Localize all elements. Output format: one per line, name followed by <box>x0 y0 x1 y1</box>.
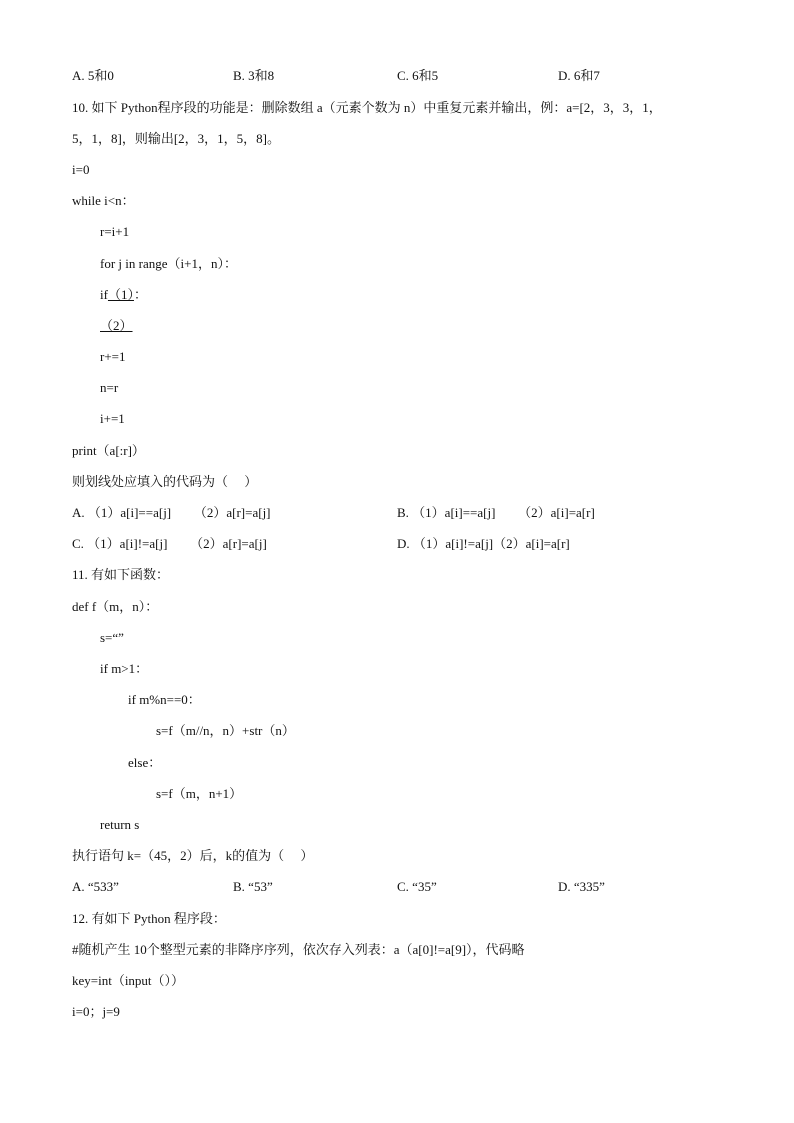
q9-option-c: C. 6和5 <box>397 68 439 83</box>
q10-code-line: n=r <box>100 380 119 395</box>
q12-stem: 12. 有如下 Python 程序段： <box>72 911 226 926</box>
q9-option-a: A. 5和0 <box>72 68 114 83</box>
q11-code-line: s=“” <box>100 630 124 645</box>
q10-stem-line2: 5，1，8]，则输出[2，3，1，5，8]。 <box>72 131 280 146</box>
q9-option-b: B. 3和8 <box>233 68 275 83</box>
q11-code-line: if m%n==0： <box>128 692 201 707</box>
q11-code-line: else： <box>128 755 162 770</box>
q10-if-colon: ： <box>133 287 147 302</box>
q10-blank-2: （2） <box>100 318 133 333</box>
q10-code-if-line <box>100 287 147 303</box>
q11-option-d: D. “335” <box>558 879 605 894</box>
q10-code-blank-line <box>100 318 133 334</box>
q12-code-line: #随机产生 10个整型元素的非降序序列，依次存入列表：a（a[0]!=a[9]），代码略 <box>72 942 525 957</box>
q10-option-c: C. （1）a[i]!=a[j] （2）a[r]=a[j] <box>72 536 267 551</box>
q10-stem-line1: 10. 如下 Python程序段的功能是：删除数组 a（元素个数为 n）中重复元素并输出，例：a=[2，3，3，1， <box>72 100 662 115</box>
q11-option-b: B. “53” <box>233 879 273 894</box>
q10-if-keyword: if <box>100 287 108 302</box>
q10-code-line: print（a[:r]） <box>72 443 145 458</box>
q11-option-a: A. “533” <box>72 879 119 894</box>
q10-option-a: A. （1）a[i]==a[j] （2）a[r]=a[j] <box>72 505 271 520</box>
q10-blank-1: （1） <box>107 287 134 302</box>
q11-code-line: s=f（m，n+1） <box>156 786 243 801</box>
q11-code-line: s=f（m//n，n）+str（n） <box>156 723 295 738</box>
q10-question: 则划线处应填入的代码为（ ） <box>72 474 258 489</box>
q10-code-line: r+=1 <box>100 349 126 364</box>
q10-code-line: i=0 <box>72 162 90 177</box>
q11-stem: 11. 有如下函数： <box>72 567 170 582</box>
q11-option-c: C. “35” <box>397 879 437 894</box>
q10-code-line: while i<n： <box>72 193 135 208</box>
q10-code-line: r=i+1 <box>100 224 130 239</box>
q10-option-d: D. （1）a[i]!=a[j]（2）a[i]=a[r] <box>397 536 570 551</box>
q11-code-line: def f（m，n）： <box>72 599 159 614</box>
q11-question: 执行语句 k=（45，2）后，k的值为（ ） <box>72 848 314 863</box>
q12-code-line: i=0；j=9 <box>72 1004 120 1019</box>
q11-code-line: return s <box>100 817 140 832</box>
q11-code-line: if m>1： <box>100 661 149 676</box>
q10-option-b: B. （1）a[i]==a[j] （2）a[i]=a[r] <box>397 505 595 520</box>
q10-code-line: for j in range（i+1，n）： <box>100 256 237 271</box>
q9-option-d: D. 6和7 <box>558 68 600 83</box>
q10-code-line: i+=1 <box>100 411 125 426</box>
q12-code-line: key=int（input（）） <box>72 973 185 988</box>
